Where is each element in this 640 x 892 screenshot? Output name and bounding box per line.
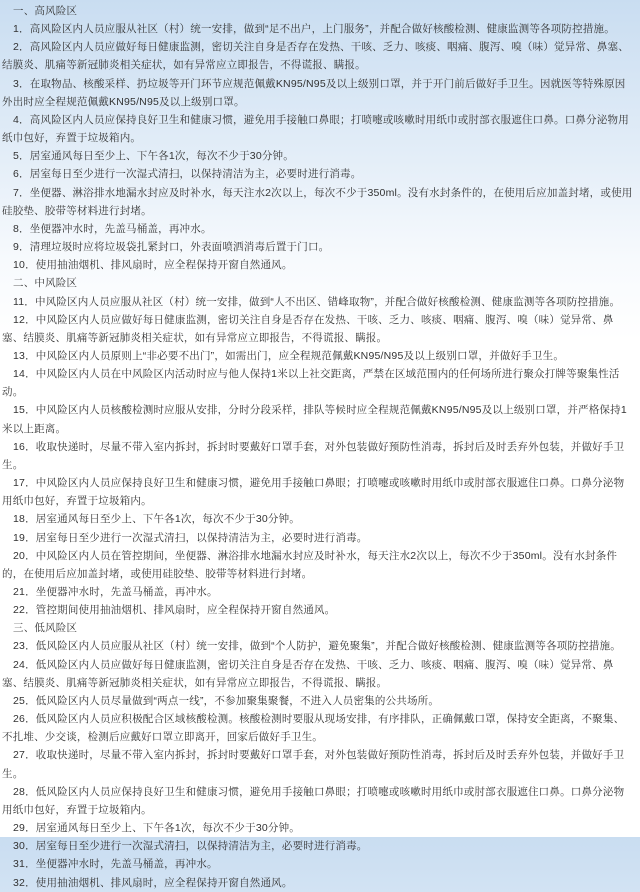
guideline-item: 8．坐便器冲水时，先盖马桶盖，再冲水。 (13, 222, 212, 235)
guideline-item: 7．坐便器、淋浴排水地漏水封应及时补水，每天注水2次以上，每次不少于350ml。没有水封条件的，在使用后应加盖封堵，或使用硅胶垫、胶带等材料进行封堵。 (2, 186, 633, 217)
section-heading-low-risk: 三、低风险区 (13, 622, 78, 635)
guideline-item: 25．低风险区内人员尽量做到“两点一线”，不参加聚集聚餐，不进入人员密集的公共场所。 (13, 694, 440, 707)
guideline-item: 13．中风险区内人员原则上“非必要不出门”，如需出门，应全程规范佩戴KN95/N95及以上级别口罩，并做好手卫生。 (13, 349, 565, 362)
guideline-item: 12．中风险区内人员应做好每日健康监测，密切关注自身是否存在发热、干咳、乏力、咳痰、咽痛、腹泻、嗅（味）觉异常、鼻塞、结膜炎、肌痛等新冠肺炎相关症状，如有异常应立即报告，不得谎报、瞒报。 (2, 313, 614, 344)
guideline-item: 22．管控期间使用抽油烟机、排风扇时，应全程保持开窗自然通风。 (13, 604, 336, 617)
guideline-item: 4．高风险区内人员应保持良好卫生和健康习惯，避免用手接触口鼻眼；打喷嚏或咳嗽时用纸巾或肘部衣服遮住口鼻。口鼻分泌物用纸巾包好，弃置于垃圾箱内。 (2, 113, 629, 145)
guideline-item: 11．中风险区内人员应服从社区（村）统一安排，做到“人不出区、错峰取物”，并配合做好核酸检测、健康监测等各项防控措施。 (13, 295, 621, 308)
guideline-item: 17．中风险区内人员应保持良好卫生和健康习惯，避免用手接触口鼻眼；打喷嚏或咳嗽时用纸巾或肘部衣服遮住口鼻。口鼻分泌物用纸巾包好，弃置于垃圾箱内。 (2, 477, 625, 508)
guideline-item: 20．中风险区内人员在管控期间，坐便器、淋浴排水地漏水封应及时补水，每天注水2次以上，每次不少于350ml。没有水封条件的，在使用后应加盖封堵，或使用硅胶垫、胶带等材料进行封堵。 (2, 549, 618, 580)
guideline-item: 23．低风险区内人员应服从社区（村）统一安排，做到“个人防护，避免聚集”，并配合做好核酸检测、健康监测等各项防控措施。 (13, 640, 621, 653)
guideline-item: 6．居室每日至少进行一次湿式清扫，以保持清洁为主，必要时进行消毒。 (13, 168, 362, 181)
guideline-item: 28．低风险区内人员应保持良好卫生和健康习惯，避免用手接触口鼻眼；打喷嚏或咳嗽时用纸巾或肘部衣服遮住口鼻。口鼻分泌物用纸巾包好，弃置于垃圾箱内。 (2, 785, 625, 816)
guideline-item: 27．收取快递时，尽量不带入室内拆封，拆封时要戴好口罩手套，对外包装做好预防性消毒，拆封后及时丢弃外包装，并做好手卫生。 (2, 749, 625, 780)
guideline-item: 3．在取物品、核酸采样、扔垃圾等开门环节应规范佩戴KN95/N95及以上级别口罩，并于开门前后做好手卫生。因就医等特殊原因外出时应全程规范佩戴KN95/N95及以上级别口罩。 (2, 77, 626, 108)
guideline-item: 26．低风险区内人员应积极配合区域核酸检测。核酸检测时要服从现场安排，有序排队，正确佩戴口罩，保持安全距离，不聚集、不扎堆、少交谈，检测后应戴好口罩立即离开，回家后做好手卫生。 (2, 713, 625, 744)
guideline-item: 18．居室通风每日至少上、下午各1次，每次不少于30分钟。 (13, 513, 300, 526)
guideline-item: 14．中风险区内人员在中风险区内活动时应与他人保持1米以上社交距离，严禁在区域范围内的任何场所进行聚众打牌等聚集性活动。 (2, 368, 620, 399)
guideline-item: 5．居室通风每日至少上、下午各1次，每次不少于30分钟。 (13, 150, 294, 163)
guideline-item: 21．坐便器冲水时，先盖马桶盖，再冲水。 (13, 586, 218, 598)
section-heading-high-risk: 一、高风险区 (13, 5, 78, 17)
guideline-item: 2．高风险区内人员应做好每日健康监测，密切关注自身是否存在发热、干咳、乏力、咳痰、咽痛、腹泻、嗅（味）觉异常、鼻塞、结膜炎、肌痛等新冠肺炎相关症状，如有异常应立即报告，不得谎报、瞒报。 (2, 41, 629, 72)
guideline-item: 30．居室每日至少进行一次湿式清扫，以保持清洁为主，必要时进行消毒。 (13, 840, 368, 853)
guideline-item: 29．居室通风每日至少上、下午各1次，每次不少于30分钟。 (13, 822, 300, 835)
guideline-item: 24．低风险区内人员应做好每日健康监测，密切关注自身是否存在发热、干咳、乏力、咳痰、咽痛、腹泻、嗅（味）觉异常、鼻塞、结膜炎、肌痛等新冠肺炎相关症状，如有异常应立即报告，不得谎报、瞒报。 (2, 658, 614, 689)
guideline-item: 9．清理垃圾时应将垃圾袋扎紧封口，外表面喷洒消毒后置于门口。 (13, 241, 330, 254)
guideline-item: 16．收取快递时，尽量不带入室内拆封，拆封时要戴好口罩手套，对外包装做好预防性消毒，拆封后及时丢弃外包装，并做好手卫生。 (2, 440, 625, 471)
guideline-item: 19．居室每日至少进行一次湿式清扫，以保持清洁为主，必要时进行消毒。 (13, 531, 368, 544)
guideline-item: 15．中风险区内人员核酸检测时应服从安排，分时分段采样，排队等候时应全程规范佩戴KN95/N95及以上级别口罩，并严格保持1米以上距离。 (2, 404, 627, 435)
section-heading-medium-risk: 二、中风险区 (13, 277, 78, 290)
guideline-item: 1．高风险区内人员应服从社区（村）统一安排，做到“足不出户，上门服务”，并配合做好核酸检测、健康监测等各项防控措施。 (13, 23, 615, 36)
guideline-item: 31．坐便器冲水时，先盖马桶盖，再冲水。 (13, 858, 218, 871)
guideline-item: 10．使用抽油烟机、排风扇时，应全程保持开窗自然通风。 (13, 259, 293, 272)
guideline-item: 32．使用抽油烟机、排风扇时，应全程保持开窗自然通风。 (13, 876, 293, 889)
